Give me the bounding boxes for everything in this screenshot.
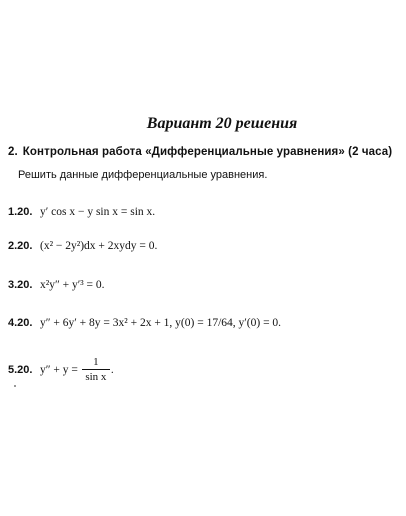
- problem-equation: y′ cos x − y sin x = sin x.: [40, 206, 156, 218]
- stray-mark: [14, 385, 16, 387]
- problem-4: [8, 317, 281, 329]
- problem-3: [8, 279, 105, 291]
- fraction-numerator: 1: [93, 356, 99, 368]
- section-instruction: Решить данные дифференциальные уравнения.: [18, 169, 268, 181]
- problem-equation: y″ + 6y′ + 8y = 3x² + 2x + 1, y(0) = 17/64, y′(0) = 0.: [40, 317, 282, 329]
- page-title: Вариант 20 решения: [146, 115, 298, 132]
- problem-number: 1.20.: [8, 206, 33, 218]
- problem-equation: (x² − 2y²)dx + 2xydy = 0.: [40, 240, 158, 252]
- section-number: 2.: [8, 146, 18, 158]
- section-heading-text: Контрольная работа «Дифференциальные уравнения» (2 часа): [22, 146, 393, 158]
- problem-1: [8, 206, 155, 218]
- problem-number: 4.20.: [8, 317, 33, 329]
- problem-equation-lhs: y″ + y =: [40, 363, 78, 376]
- problem-5: [8, 356, 114, 383]
- fraction-bar: [82, 369, 110, 370]
- problem-number: 2.20.: [8, 240, 33, 252]
- fraction-denominator: sin x: [85, 371, 107, 383]
- fraction: [82, 356, 110, 383]
- equation-period: .: [110, 363, 114, 376]
- problem-number: 5.20.: [8, 363, 33, 376]
- problem-2: [8, 240, 157, 252]
- problem-number: 3.20.: [8, 279, 33, 291]
- problem-equation: x²y″ + y′³ = 0.: [40, 279, 105, 291]
- section-heading: [8, 146, 392, 158]
